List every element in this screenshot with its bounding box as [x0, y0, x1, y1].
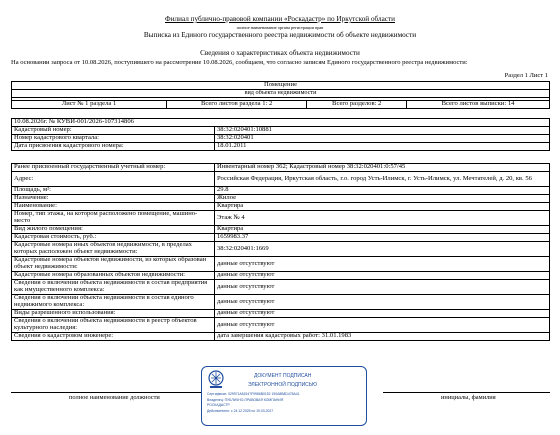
field-value: Инвентарный номер 362; Кадастровый номер 38:32:020401:0:57/45 — [215, 164, 550, 172]
table-row — [12, 211, 550, 226]
field-label: Адрес: — [12, 172, 215, 187]
table-row — [12, 318, 550, 333]
characteristics-rows — [12, 164, 550, 341]
stamp-line-2: ЭЛЕКТРОННОЙ ПОДПИСЬЮ — [248, 382, 318, 388]
field-label: Дата присвоения кадастрового номера: — [12, 143, 215, 151]
field-label: Наименование: — [12, 203, 215, 211]
field-label: Кадастровые номера объектов недвижимости, из которых образован объект недвижимости: — [12, 257, 215, 272]
table-row — [12, 242, 550, 257]
roskadastr-logo-icon — [207, 370, 225, 390]
organization-title: Филиал публично-правовой компании «Роскадастр» по Иркутской области — [165, 15, 395, 23]
table-row — [12, 187, 550, 195]
position-caption: полное наименование должности — [69, 394, 160, 401]
field-label: Кадастровый номер: — [12, 127, 215, 135]
field-label: Сведения о включении объекта недвижимости в состав единого недвижимого комплекса: — [12, 295, 215, 310]
field-label: Номер кадастрового квартала: — [12, 135, 215, 143]
field-label: Ранее присвоенный государственный учетный номер: — [12, 164, 215, 172]
field-value: Жилое — [215, 195, 550, 203]
field-value: Квартира — [215, 226, 550, 234]
identifiers-rows — [12, 127, 550, 151]
table-row — [12, 295, 550, 310]
field-label: Вид жилого помещения: — [12, 226, 215, 234]
field-value: 38:32:020401 — [215, 135, 550, 143]
field-label: Площадь, м²: — [12, 187, 215, 195]
field-value: данные отсутствуют — [215, 280, 550, 295]
table-row — [12, 257, 550, 272]
name-caption: инициалы, фамилия — [441, 394, 496, 401]
section-title: Сведения о характеристиках объекта недвижимости — [200, 49, 360, 57]
field-label: Сведения о кадастровом инженере: — [12, 333, 215, 341]
object-type: Помещение — [12, 82, 550, 90]
field-label: Сведения о включении объекта недвижимости в реестр объектов культурного наследия: — [12, 318, 215, 333]
field-value: данные отсутствуют — [215, 272, 550, 280]
stamp-details: Сертификат: 029971A81547F9986B0152 190A8B8D478A41 Владелец: ПУБЛИЧНО-ПРАВОВАЯ КОМПАНИЯ РОСКАДАСТР Действителен: с 24.12.2025 по 19.03.2027 — [207, 392, 300, 413]
field-value: данные отсутствуют — [215, 295, 550, 310]
field-label: Кадастровые номера образованных объектов недвижимости: — [12, 272, 215, 280]
field-value: Квартира — [215, 203, 550, 211]
field-value: 38:32:020401:10881 — [215, 127, 550, 135]
table-row — [12, 164, 550, 172]
field-value: данные отсутствуют — [215, 257, 550, 272]
field-value: 29.8 — [215, 187, 550, 195]
total-sections: Всего разделов: 2 — [307, 101, 407, 109]
field-value: 1659983.37 — [215, 234, 550, 242]
field-value: Этаж № 4 — [215, 211, 550, 226]
field-label: Виды разрешенного использования: — [12, 310, 215, 318]
table-row — [12, 280, 550, 295]
table-row — [12, 333, 550, 341]
field-label: Кадастровая стоимость, руб.: — [12, 234, 215, 242]
field-value: 38:32:020401:1669 — [215, 242, 550, 257]
date-number: 10.08.2026г. № КУВИ-001/2026-107314806 — [12, 119, 550, 127]
field-value: дата завершения кадастровых работ: 31.01.1983 — [215, 333, 550, 341]
characteristics-table — [11, 163, 550, 341]
field-label: Назначение: — [12, 195, 215, 203]
sheet-reference: Раздел 1 Лист 1 — [504, 72, 548, 79]
table-row — [12, 172, 550, 187]
field-value: данные отсутствуют — [215, 318, 550, 333]
sheet-number: Лист № 1 раздела 1 — [12, 101, 167, 109]
object-type-table — [11, 81, 550, 109]
request-statement: На основании запроса от 10.08.2026, поступившего на рассмотрение 10.08.2026, сообщаем, что согласно записям Единого государственного реестра недвижимости: — [11, 58, 468, 66]
field-value: Российская Федерация, Иркутская область, г.о. город Усть-Илимск, г. Усть-Илимск, ул. Мечтателей, д. 20, кв. 56 — [215, 172, 550, 187]
object-type-caption: вид объекта недвижимости — [12, 90, 550, 98]
identifiers-table — [11, 118, 550, 151]
document-title: Выписка из Единого государственного реестра недвижимости об объекте недвижимости — [143, 31, 417, 39]
field-label: Сведения о включении объекта недвижимости в состав предприятия как имущественного комплекса: — [12, 280, 215, 295]
field-label: Кадастровые номера иных объектов недвижимости, в пределах которых расположен объект недвижимости: — [12, 242, 215, 257]
electronic-signature-stamp — [201, 366, 367, 426]
total-sheets: Всего листов выписки: 14 — [407, 101, 550, 109]
stamp-line-1: ДОКУМЕНТ ПОДПИСАН — [254, 373, 312, 379]
field-value: 18.01.2011 — [215, 143, 550, 151]
table-row — [12, 195, 550, 203]
organization-caption: полное наименование органа регистрации прав — [236, 24, 324, 30]
field-value: данные отсутствуют — [215, 310, 550, 318]
total-sheets-section: Всего листов раздела 1: 2 — [167, 101, 307, 109]
field-label: Номер, тип этажа, на котором расположено помещение, машино-место — [12, 211, 215, 226]
table-row — [12, 143, 550, 151]
